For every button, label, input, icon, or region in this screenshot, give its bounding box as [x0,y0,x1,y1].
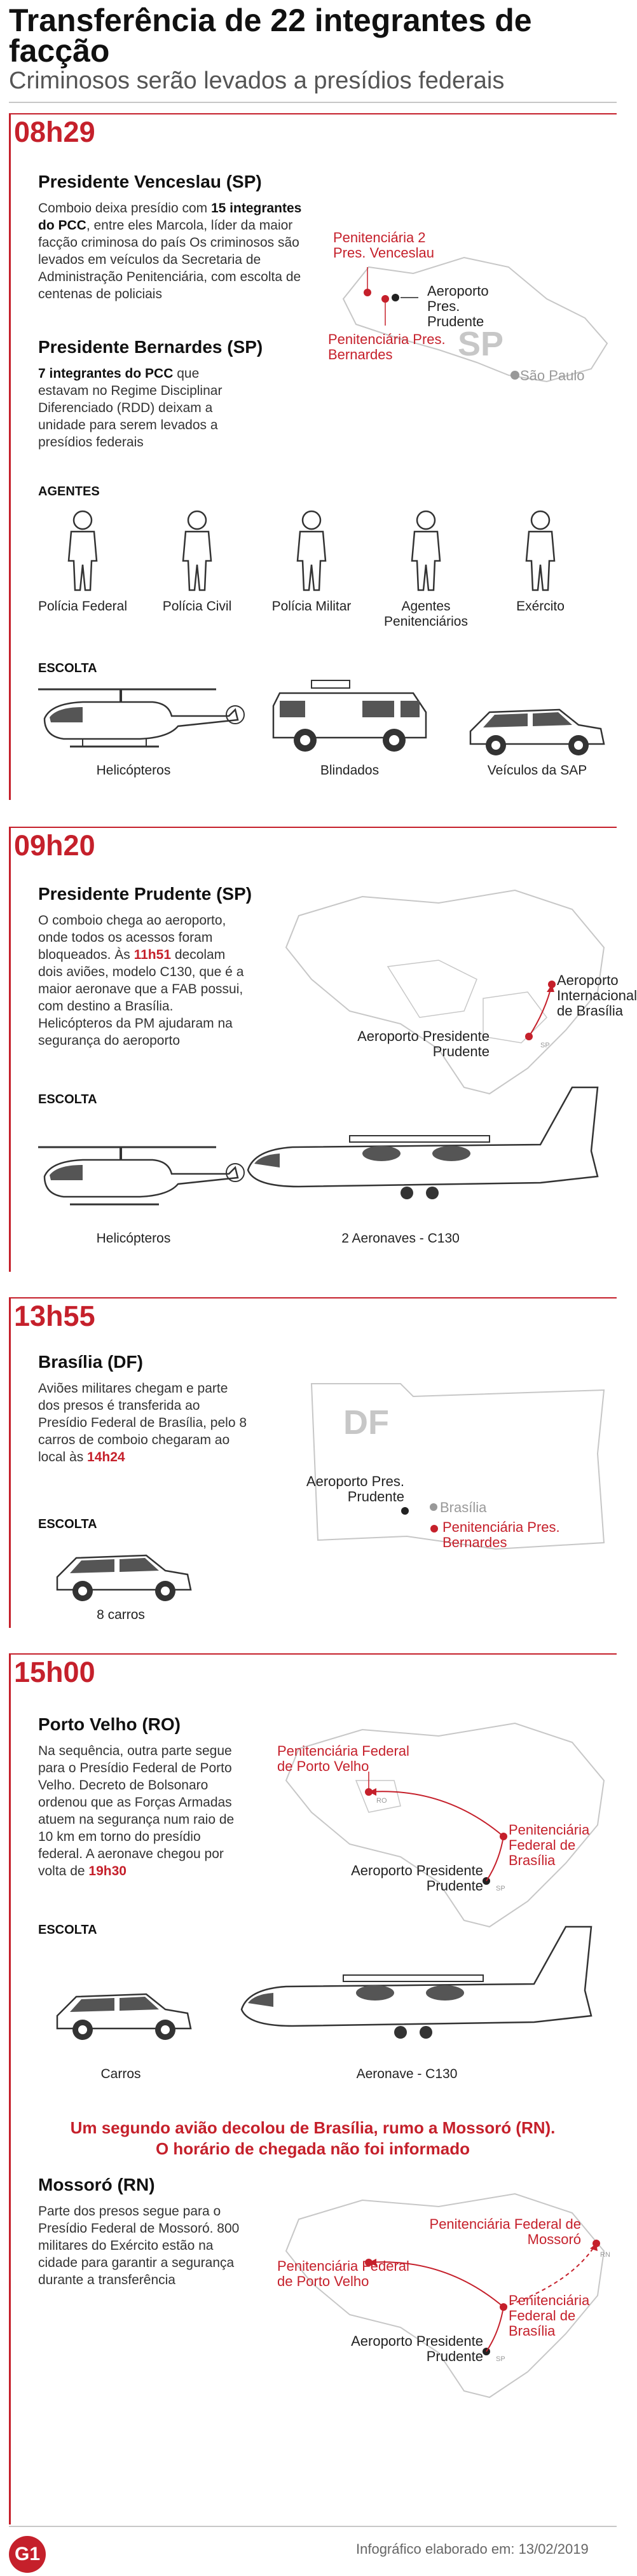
page-title: Transferência de 22 integrantes de facção [9,3,532,69]
section-heading: Presidente Prudente (SP) [38,884,252,904]
agents-heading: AGENTES [38,485,100,499]
c130-aircraft-icon [242,1075,617,1221]
section-divider [9,1297,617,1298]
header-divider [9,102,617,103]
map-label-airport: Aeroporto Pres. Prudente [427,283,489,329]
escort-heading: ESCOLTA [38,1517,97,1531]
timeline-bar [9,827,11,1272]
agent-figure-icon [57,509,108,591]
helicopter-icon [25,1138,242,1215]
map-label-mossoro: Penitenciária Federal de Mossoró [429,2216,581,2247]
agent-label: Exército [516,599,565,614]
notice-banner: Um segundo avião decolou de Brasília, rumo a Mossoró (RN). O horário de chegada não foi informado [70,2118,556,2158]
escort-caption: 8 carros [97,1608,145,1622]
escort-heading: ESCOLTA [38,661,97,675]
section-text: Na sequência, outra parte segue para o Presídio Federal de Porto Velho. Decreto de Bolsonaro ordenou que as Forças Armadas atuem na segurança num raio de 10 km em torno do presídio federal. A aeronave chegou por volta de 19h30 [38,1744,235,1878]
map-state-label: SP [496,2355,505,2363]
escort-caption: Helicópteros [96,763,171,778]
section-divider [9,827,617,828]
section-heading: Porto Velho (RO) [38,1714,181,1734]
section-time: 13h55 [14,1300,95,1332]
agents-row [25,509,598,642]
page-subtitle: Criminosos serão levados a presídios federais [9,67,505,94]
agent-figure-icon [172,509,223,591]
escort-caption: Veículos da SAP [487,763,587,778]
map-label-brasilia: Penitenciária Federal de Brasília [509,2292,590,2339]
map-city-label: Brasília [440,1499,487,1515]
map-state-label: SP [458,325,504,363]
map-label-brasilia: Penitenciária Federal de Brasília [509,1822,590,1868]
section-heading: Presidente Bernardes (SP) [38,337,263,357]
section-text: Comboio deixa presídio com 15 integrantes do PCC, entre eles Marcola, líder da maior facção criminosa do país Os criminosos são levados em veículos da Secretaria de Administração Penitenciária, com escolta de centenas de policiais [38,201,302,301]
footer-credit: Infográfico elaborado em: 13/02/2019 [356,2541,589,2557]
map-city-label: São Paulo [520,368,585,383]
section-divider [9,1653,617,1655]
agent-label: Polícia Civil [162,599,232,614]
section-time: 08h29 [14,116,95,148]
section-time: 15h00 [14,1656,95,1688]
section-text: O comboio chega ao aeroporto, onde todos os acessos foram bloqueados. Às 11h51 decolam dois aviões, modelo C130, que é a maior aeronave que a FAB possui, com destino a Brasília. Helicópteros da PM ajudaram na segurança do aeroporto [38,913,244,1048]
agent-figure-icon [286,509,337,591]
escort-heading: ESCOLTA [38,1923,97,1937]
suv-icon [464,693,610,757]
section-heading: Mossoró (RN) [38,2175,155,2194]
armored-truck-icon [267,674,432,757]
map-label-porto-velho: Penitenciária Federal de Porto Velho [277,1743,409,1774]
map-state-label: RN [600,2251,610,2259]
c130-aircraft-icon [235,1914,610,2060]
agent-figure-icon [515,509,566,591]
map-state-label: SP [496,1885,505,1892]
map-state-label: RO [376,1797,387,1805]
map-label-prudente-airport: Aeroporto Presidente Prudente [357,1028,490,1059]
agent-label: Agentes Penitenciários [384,599,468,629]
agent-label: Polícia Federal [38,599,128,614]
agent-label: Polícia Militar [271,599,352,614]
g1-logo: G1 [9,2536,46,2573]
section-text: 7 integrantes do PCC que estavam no Regime Disciplinar Diferenciado (RDD) deixam a unidade para serem levados a presídios federais [38,366,223,450]
escort-caption: 2 Aeronaves - C130 [341,1231,460,1246]
escort-heading: ESCOLTA [38,1092,97,1106]
map-label-penitentiary-bernardes: Penitenciária Pres. Bernardes [328,331,446,362]
section-heading: Presidente Venceslau (SP) [38,172,262,191]
map-label-prudente-airport: Aeroporto Presidente Prudente [351,2333,483,2364]
car-icon [51,1539,197,1602]
section-divider [9,113,617,114]
escort-caption: Aeronave - C130 [356,2067,458,2081]
map-label-penitentiary-venceslau: Penitenciária 2 Pres. Venceslau [333,230,434,261]
section-text: Parte dos presos segue para o Presídio Federal de Mossoró. 800 militares do Exército estão na cidade para garantir a segurança durante a transferência [38,2204,240,2287]
agent-figure-icon [401,509,451,591]
timeline-bar [9,113,11,800]
timeline-bar [9,1297,11,1628]
map-label-airport: Aeroporto Pres. Prudente [306,1473,404,1505]
section-heading: Brasília (DF) [38,1352,143,1372]
footer-divider [9,2526,617,2527]
timeline-bar [9,1653,11,2524]
map-state-label: DF [343,1403,389,1442]
escort-caption: Blindados [320,763,380,778]
helicopter-icon [25,680,242,757]
escort-caption: Helicópteros [96,1231,171,1246]
section-time: 09h20 [14,829,95,862]
map-label-brasilia-airport: Aeroporto Internacional de Brasília [557,972,637,1019]
section-text: Aviões militares chegam e parte dos presos é transferida ao Presídio Federal de Brasília, pelo 8 carros de comboio chegaram ao local às 14h24 [38,1381,247,1464]
map-label-prudente-airport: Aeroporto Presidente Prudente [351,1863,483,1894]
map-state-label: SP [540,1042,550,1049]
map-label-porto-velho: Penitenciária Federal de Porto Velho [277,2258,409,2289]
car-icon [51,1978,197,2041]
escort-caption: Carros [100,2067,141,2081]
map-label-penitentiary: Penitenciária Pres. Bernardes [442,1519,560,1550]
